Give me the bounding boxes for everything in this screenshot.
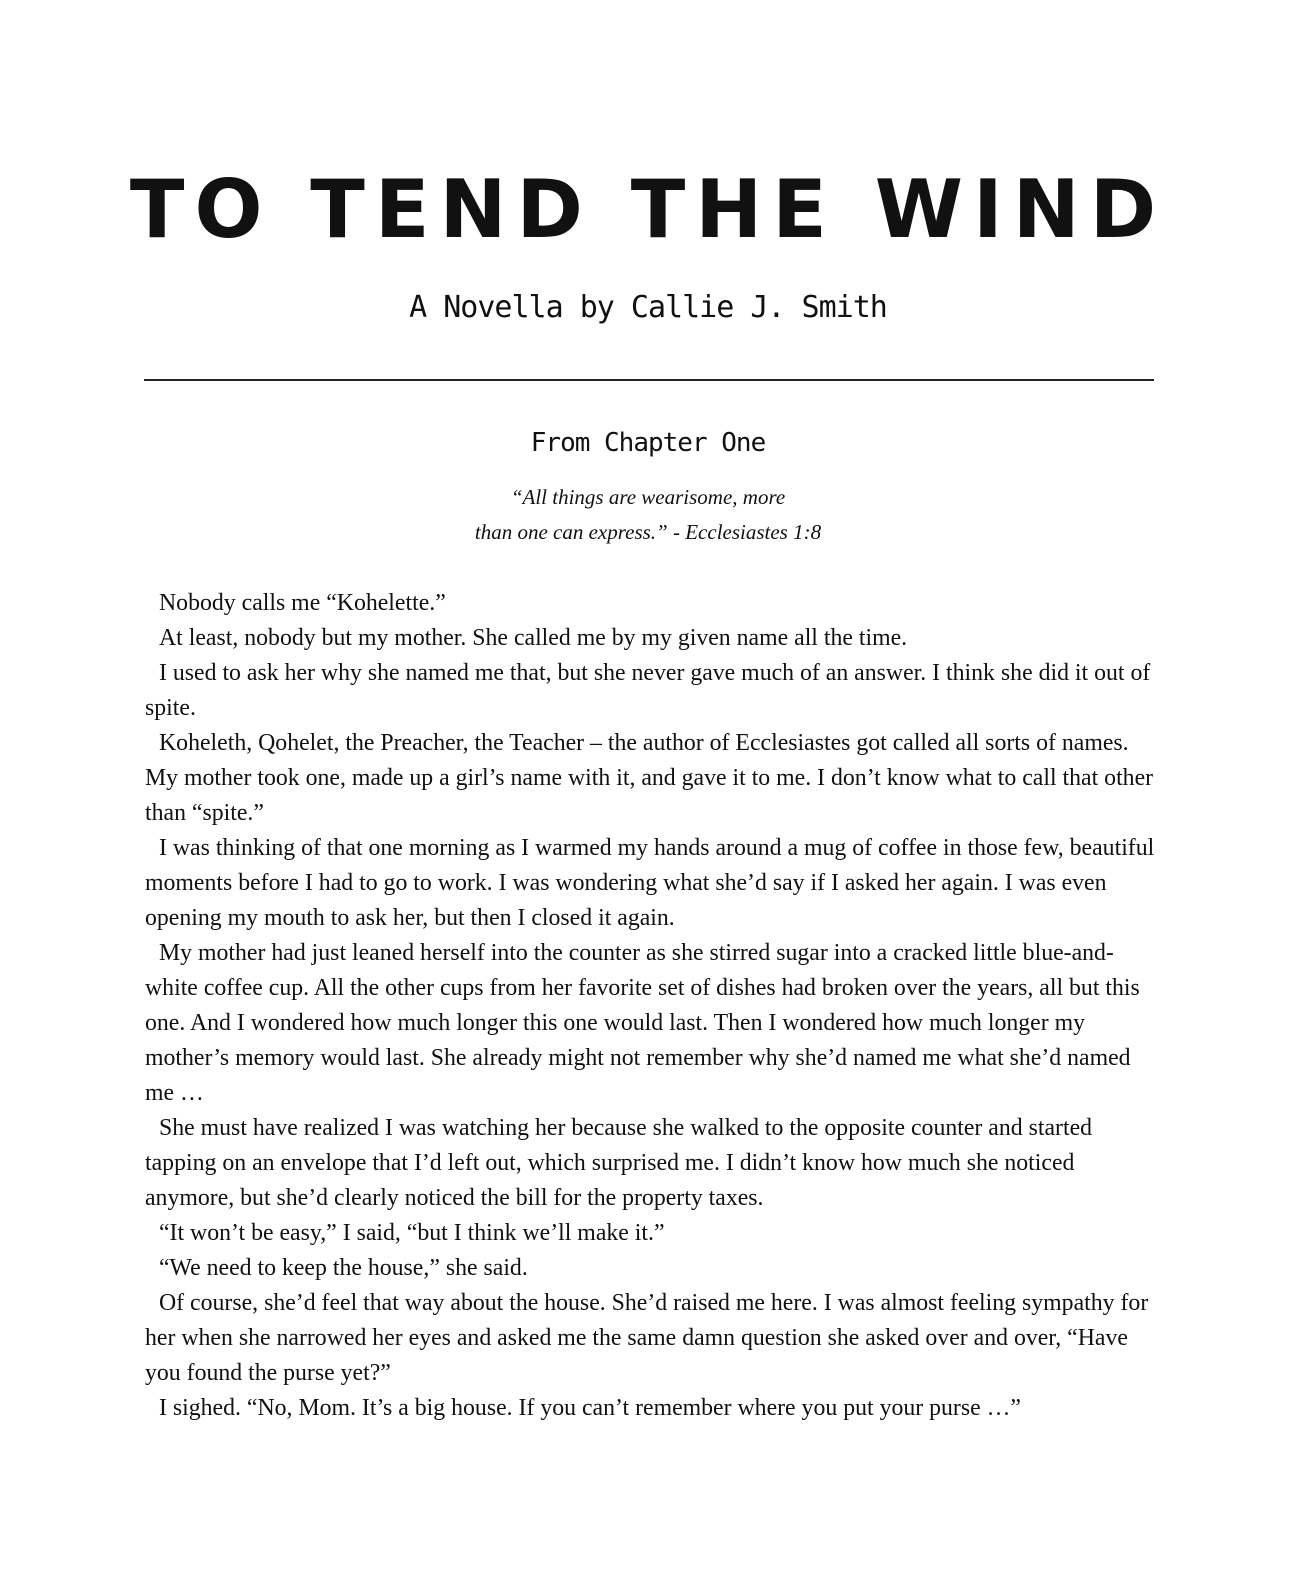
paragraph: I was thinking of that one morning as I warmed my hands around a mug of coffee in those few, beautiful moments before I had to go to work. I was wondering what she’d say if I asked her again. I was even opening my mouth to ask her, but then I closed it again. — [145, 835, 1155, 931]
paragraph: At least, nobody but my mother. She called me by my given name all the time. — [159, 625, 908, 651]
paragraph: I sighed. “No, Mom. It’s a big house. If you can’t remember where you put your purse …” — [159, 1395, 1021, 1421]
paragraph: Koheleth, Qohelet, the Preacher, the Teacher – the author of Ecclesiastes got called all sorts of names. My mother took one, made up a girl’s name with it, and gave it to me. I don’t know what to call that other than “spite.” — [145, 730, 1154, 826]
paragraph: Of course, she’d feel that way about the house. She’d raised me here. I was almost feeling sympathy for her when she narrowed her eyes and asked me the same damn question she asked over and over, “Have you found the purse yet?” — [145, 1290, 1149, 1386]
paragraph: My mother had just leaned herself into the counter as she stirred sugar into a cracked little blue-and-white coffee cup. All the other cups from her favorite set of dishes had broken over the years, all but this one. And I wondered how much longer this one would last. Then I wondered how much longer my mother’s memory would last. She already might not remember why she’d named me what she’d named me … — [145, 940, 1140, 1106]
paragraph: “We need to keep the house,” she said. — [159, 1255, 528, 1281]
paragraph: “It won’t be easy,” I said, “but I think we’ll make it.” — [159, 1220, 665, 1246]
book-subtitle: A Novella by Callie J. Smith — [409, 290, 887, 325]
chapter-heading: From Chapter One — [530, 428, 766, 458]
paragraph: I used to ask her why she named me that, but she never gave much of an answer. I think she did it out of spite. — [145, 660, 1151, 721]
epigraph-line-1: “All things are wearisome, more — [510, 485, 786, 509]
paragraph: She must have realized I was watching her because she walked to the opposite counter and started tapping on an envelope that I’d left out, which surprised me. I didn’t know how much she noticed anymore, but she’d clearly noticed the bill for the property taxes. — [145, 1115, 1093, 1211]
epigraph-line-2: than one can express.” - Ecclesiastes 1:8 — [474, 520, 822, 544]
body-text — [145, 586, 1155, 1426]
epigraph — [0, 480, 1296, 550]
paragraph: Nobody calls me “Kohelette.” — [159, 590, 446, 616]
horizontal-divider — [144, 379, 1154, 381]
book-title: TO TEND THE WIND — [129, 163, 1167, 256]
